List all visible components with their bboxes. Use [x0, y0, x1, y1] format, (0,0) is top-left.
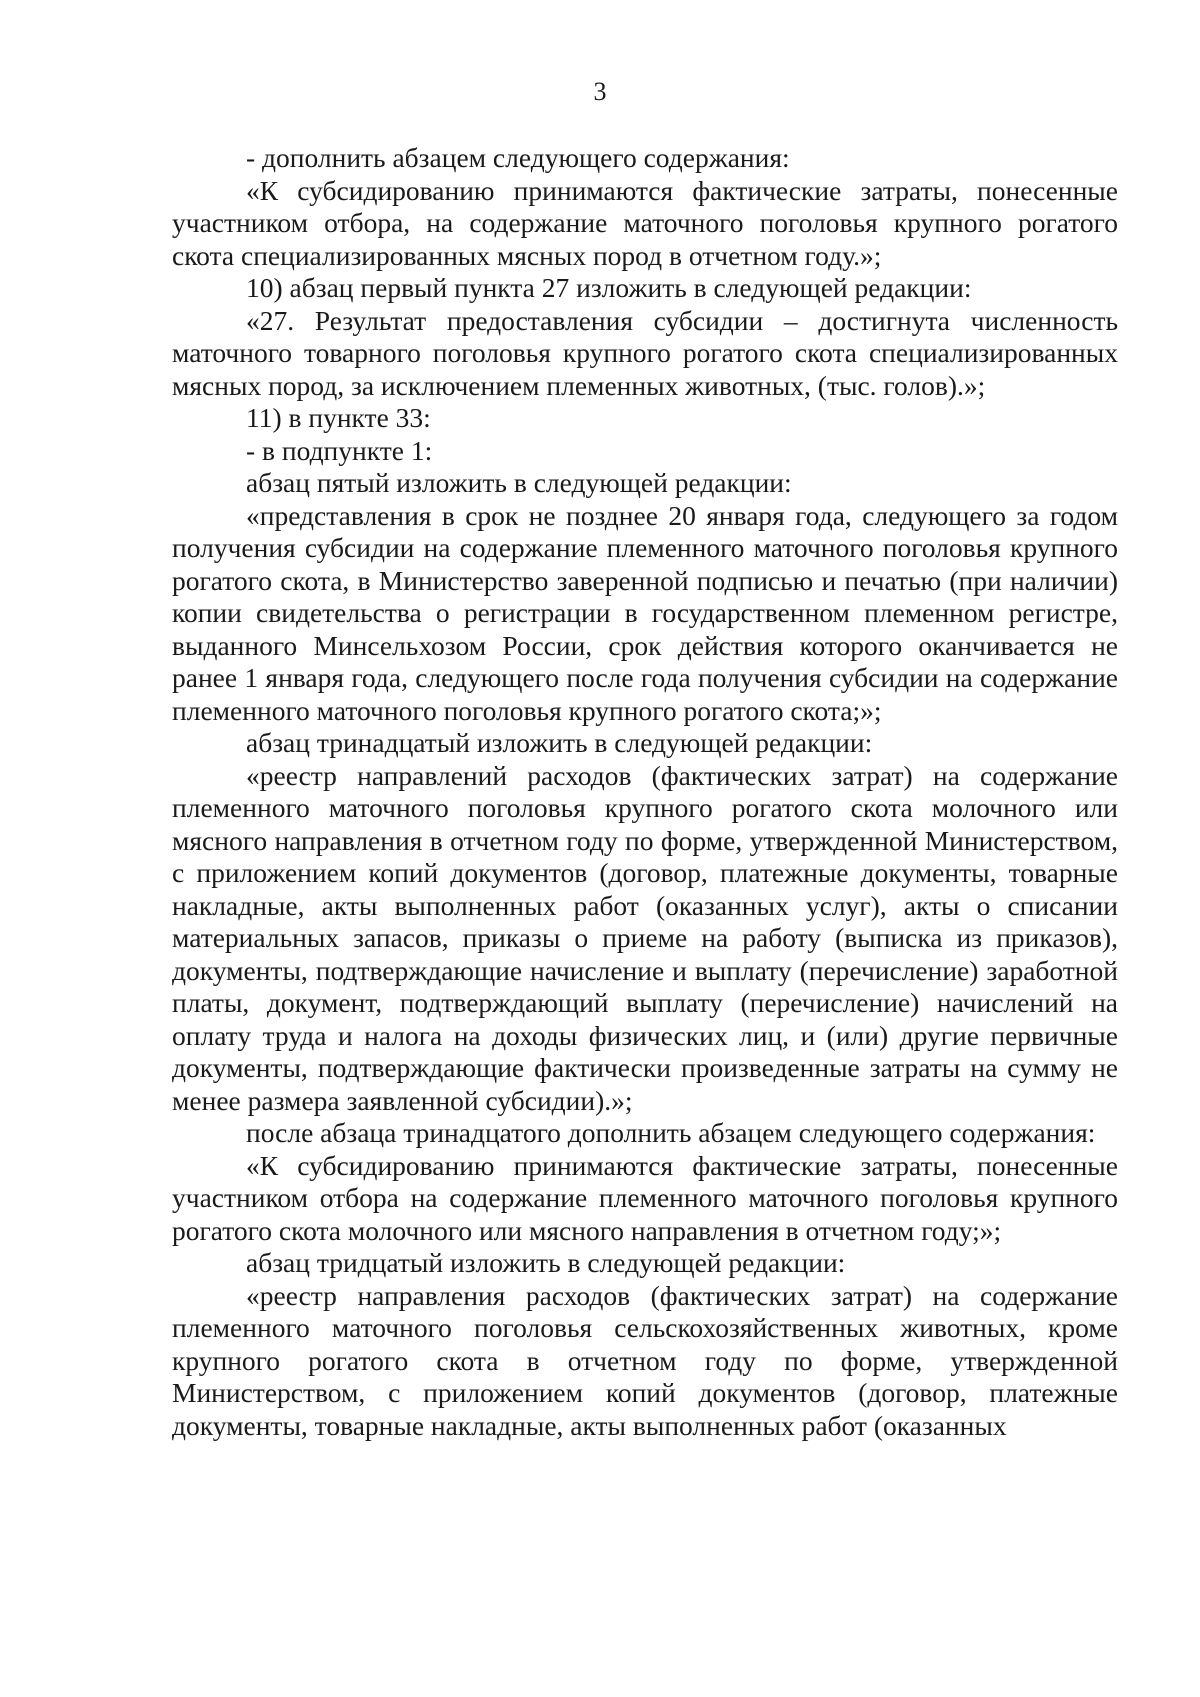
- paragraph-expense-register-other-animals: «реестр направления расходов (фактических затрат) на содержание племенного маточного поголовья сельскохозяйственных животных, кроме крупного рогатого скота в отчетном году по форме, утвержденной Министерством, с приложением копий документов (договор, платежные документы, товарные накладные, акты выполненных работ (оказанных: [172, 1279, 1118, 1441]
- page-number: 3: [593, 77, 607, 106]
- paragraph-point-27: «27. Результат предоставления субсидии – достигнута численность маточного товарного поголовья крупного рогатого скота специализированных мясных пород, за исключением племенных животных, (тыс. голов).»;: [172, 304, 1118, 401]
- paragraph-subitem-1: - в подпункте 1:: [246, 434, 433, 466]
- paragraph-thirtieth-abzac: абзац тридцатый изложить в следующей редакции:: [246, 1247, 846, 1278]
- paragraph-item-10: 10) абзац первый пункта 27 изложить в следующей редакции:: [246, 272, 972, 303]
- paragraph-item-11: 11) в пункте 33:: [246, 402, 431, 433]
- paragraph-fifth-abzac: абзац пятый изложить в следующей редакции:: [246, 467, 792, 498]
- paragraph-expense-register-dairy-meat: «реестр направлений расходов (фактических затрат) на содержание племенного маточного поголовья крупного рогатого скота молочного или мясного направления в отчетном году по форме, утвержденной Министерством, с приложением копий документов (договор, платежные документы, товарные накладные, акты выполненных работ (оказанных услуг), акты о списании материальных запасов, приказы о приеме на работу (выписка из приказов), документы, подтверждающие начисление и выплату (перечисление) заработной платы, документ, подтверждающий выплату (перечисление) начислений на оплату труда и налога на доходы физических лиц, и (или) другие первичные документы, подтверждающие фактически произведенные затраты на сумму не менее размера заявленной субсидии).»;: [172, 759, 1118, 1116]
- paragraph-thirteenth-abzac: абзац тринадцатый изложить в следующей редакции:: [246, 727, 873, 758]
- document-body: [172, 142, 1118, 1442]
- paragraph-subsidy-costs-meat: «К субсидированию принимаются фактические затраты, понесенные участником отбора, на содержание маточного поголовья крупного рогатого скота специализированных мясных пород в отчетном году.»;: [172, 174, 1118, 271]
- paragraph-supplement-intro: - дополнить абзацем следующего содержания:: [246, 142, 790, 173]
- paragraph-after-thirteenth: после абзаца тринадцатого дополнить абзацем следующего содержания:: [246, 1117, 1096, 1148]
- paragraph-subsidy-costs-breeding: «К субсидированию принимаются фактические затраты, понесенные участником отбора на содержание племенного маточного поголовья крупного рогатого скота молочного или мясного направления в отчетном году;»;: [172, 1149, 1118, 1246]
- paragraph-submission-deadline: «представления в срок не позднее 20 января года, следующего за годом получения субсидии на содержание племенного маточного поголовья крупного рогатого скота, в Министерство заверенной подписью и печатью (при наличии) копии свидетельства о регистрации в государственном племенном регистре, выданного Минсельхозом России, срок действия которого оканчивается не ранее 1 января года, следующего после года получения субсидии на содержание племенного маточного поголовья крупного рогатого скота;»;: [172, 499, 1118, 726]
